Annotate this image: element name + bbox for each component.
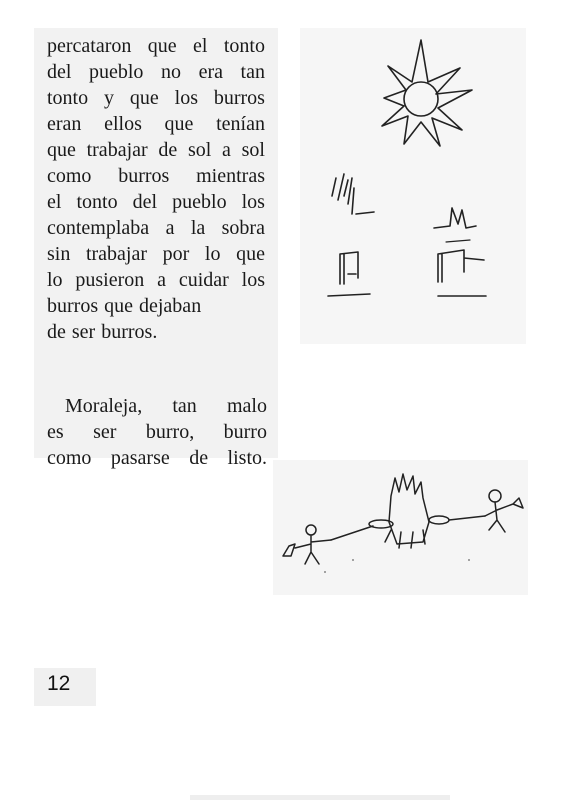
text-line [47,189,265,215]
word: burros [213,87,265,109]
word: que [147,35,177,57]
word: que [164,113,194,135]
text-line [47,419,267,445]
word: el [47,191,62,213]
word: Moraleja, [65,395,143,417]
sun-icon [404,82,438,116]
word: que [47,139,76,161]
word: ser [93,421,117,443]
text-line [47,163,265,189]
sun-drawing [300,28,526,344]
word: pasarse [110,447,170,469]
word: de [189,447,209,469]
page-number: 12 [47,672,71,695]
word: burro [223,421,267,443]
word: tonto [76,191,118,213]
word: como [47,165,92,187]
word: sol [187,139,212,161]
word: como [47,447,92,469]
word: del [132,191,158,213]
word: sin [47,243,71,265]
word: burros [47,295,99,317]
word: burros [118,165,170,187]
word: que [129,87,159,109]
word: tonto [47,87,89,109]
fire-scene-drawing [273,460,528,595]
word: trabajar [85,243,148,265]
word: contemplaba [47,217,150,239]
word: los [241,269,265,291]
word: eran [47,113,82,135]
logs-icon [385,530,425,548]
word: burro, [145,421,195,443]
text-line [47,445,267,471]
word: ellos [104,113,142,135]
person-left-head [306,525,316,535]
pole-right [449,516,485,520]
word: a [222,139,231,161]
word: que [104,295,133,317]
person-right-head [489,490,501,502]
word: a [157,269,166,291]
grass-right-icon [434,208,476,228]
word: burros. [101,321,158,343]
text-line [47,293,265,319]
text-line [47,59,265,85]
word: y [104,87,114,109]
word: la [190,217,206,239]
word: por [162,243,190,265]
text-line [47,33,265,59]
word: lo [204,243,221,265]
word: malo [227,395,267,417]
word: trabajar [86,139,148,161]
story-text [47,33,265,345]
moral-text [47,393,267,471]
word: de [158,139,178,161]
text-line [47,137,265,163]
word: tenían [216,113,265,135]
sun-rays [382,40,472,146]
word: los [241,191,265,213]
word: tonto [223,35,265,57]
text-line [47,215,265,241]
word: sobra [221,217,265,239]
word: cuidar [178,269,229,291]
word: mientras [196,165,265,187]
word: no [161,61,181,83]
sun-and-figures-sketch [300,28,526,344]
post-right-icon [438,250,486,296]
person-left-body [283,536,331,564]
post-left-icon [328,252,370,296]
fire-scene-sketch [273,460,528,595]
word: el [193,35,208,57]
word: percataron [47,35,132,57]
word: tan [172,395,197,417]
word: dejaban [139,295,202,317]
text-line [47,319,265,345]
pole-left [331,526,373,540]
word: era [198,61,223,83]
scan-smudge [190,795,450,800]
word: es [47,421,64,443]
text-line [47,111,265,137]
word: ser [71,321,96,343]
text-line [47,393,267,419]
word: de [47,321,66,343]
word: tan [240,61,265,83]
word: lo [47,269,63,291]
word: pueblo [89,61,144,83]
word: pueblo [172,191,227,213]
word: a [165,217,175,239]
word: pusieron [75,269,145,291]
grass-left-icon [332,174,374,214]
word: sol [241,139,265,161]
text-line [47,267,265,293]
word: del [47,61,72,83]
person-right-body [485,498,523,532]
word: los [174,87,198,109]
word: listo. [227,447,267,469]
word: que [236,243,265,265]
text-line [47,85,265,111]
text-line [47,241,265,267]
